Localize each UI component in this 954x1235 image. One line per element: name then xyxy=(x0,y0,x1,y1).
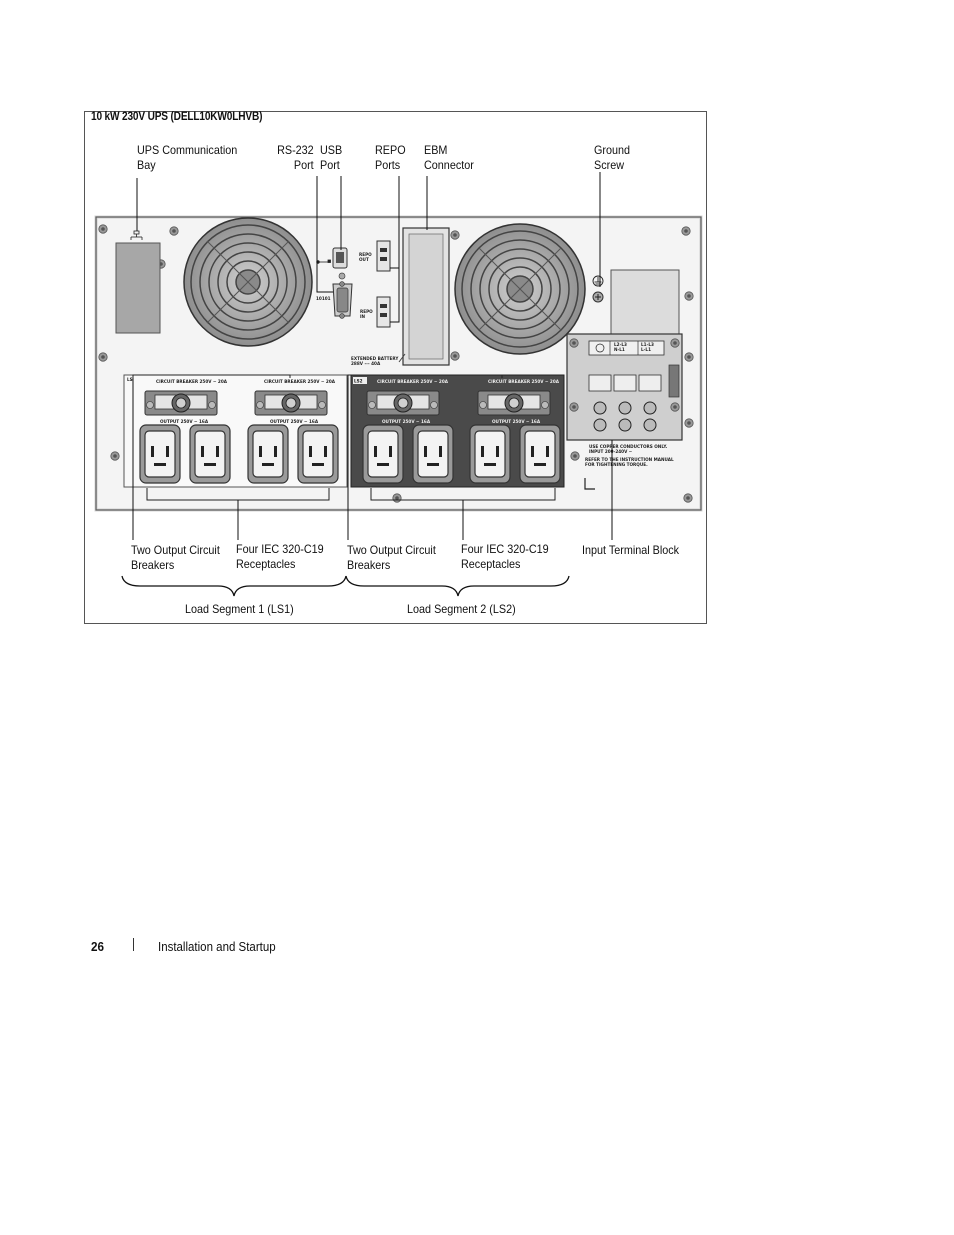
load-segment-2-label: Load Segment 2 (LS2) xyxy=(407,602,516,616)
ls2-breaker-b-label: CIRCUIT BREAKER 250V ~ 20A xyxy=(488,379,559,384)
copper-conductor-note: USE COPPER CONDUCTORS ONLY. INPUT 200-240V ~ xyxy=(589,444,668,454)
ls2-c19-receptacle xyxy=(470,425,510,483)
input-terminal-cover xyxy=(611,270,679,342)
callout-usb-port: USB Port xyxy=(320,143,343,172)
footer-separator xyxy=(133,938,134,951)
ls1-c19-receptacle xyxy=(190,425,230,483)
repo-in-panel-label: REPO IN xyxy=(360,309,373,319)
callout-input-terminal-block: Input Terminal Block xyxy=(582,543,680,557)
ls1-breaker-b-label: CIRCUIT BREAKER 250V ~ 20A xyxy=(264,379,335,384)
ls1-output-a-label: OUTPUT 250V ~ 16A xyxy=(160,419,209,424)
ls1-breaker-a-label: CIRCUIT BREAKER 250V ~ 20A xyxy=(156,379,227,384)
rs232-panel-label: 10101 xyxy=(316,296,331,301)
ls1-c19-receptacle xyxy=(140,425,180,483)
ls1-c19-receptacle xyxy=(248,425,288,483)
ls2-c19-receptacle xyxy=(363,425,403,483)
repo-out-port xyxy=(377,241,390,271)
ls2-tag: LS2 xyxy=(354,378,363,384)
ls2-brace xyxy=(346,576,569,596)
footer-section-title: Installation and Startup xyxy=(158,940,276,954)
callout-ebm-connector: EBM Connector xyxy=(424,143,474,172)
ls2-c19-receptacle xyxy=(520,425,560,483)
repo-out-panel-label: REPO OUT xyxy=(359,252,372,262)
callout-repo-ports: REPO Ports xyxy=(375,143,406,172)
terminal-label-right: L1-L3 L-L1 xyxy=(641,342,654,352)
ls2-output-b-label: OUTPUT 250V ~ 16A xyxy=(492,419,541,424)
chassis-screw xyxy=(99,225,107,233)
ebm-connector xyxy=(399,228,449,365)
ls1-tag: LS xyxy=(127,377,133,382)
extended-battery-label: EXTENDED BATTERY 288V --- 40A xyxy=(351,356,399,366)
load-segment-1-label: Load Segment 1 (LS1) xyxy=(185,602,294,616)
cooling-fan-left xyxy=(184,218,312,346)
ground-screw xyxy=(593,292,603,302)
ls1-c19-receptacle xyxy=(298,425,338,483)
callout-ground-screw: Ground Screw xyxy=(594,143,631,172)
figure-title: 10 kW 230V UPS (DELL10KW0LHVB) xyxy=(91,111,263,123)
callout-ls1-breakers: Two Output Circuit Breakers xyxy=(131,543,220,572)
page-number: 26 xyxy=(91,939,105,954)
terminal-label-left: L2-L3 N-L1 xyxy=(614,342,627,352)
ls1-output-b-label: OUTPUT 250V ~ 16A xyxy=(270,419,319,424)
repo-in-port xyxy=(377,297,390,327)
callout-communication-bay: UPS Communication Bay xyxy=(137,143,238,172)
ls2-circuit-breaker xyxy=(478,391,550,415)
communication-bay-slot xyxy=(116,243,160,333)
torque-note: REFER TO THE INSTRUCTION MANUAL FOR TIGHTENING TORQUE. xyxy=(585,457,674,467)
callout-rs232-port: RS-232 Port xyxy=(277,143,314,172)
ls2-c19-receptacle xyxy=(413,425,453,483)
usb-port xyxy=(333,248,347,268)
callout-ls2-receptacles: Four IEC 320-C19 Receptacles xyxy=(461,542,549,571)
callout-ls1-receptacles: Four IEC 320-C19 Receptacles xyxy=(236,542,324,571)
ls1-circuit-breaker xyxy=(255,391,327,415)
ls1-circuit-breaker xyxy=(145,391,217,415)
ls2-circuit-breaker xyxy=(367,391,439,415)
callout-ls2-breakers: Two Output Circuit Breakers xyxy=(347,543,436,572)
cooling-fan-right xyxy=(455,224,585,354)
ls2-output-a-label: OUTPUT 250V ~ 16A xyxy=(382,419,431,424)
ls1-brace xyxy=(122,576,346,596)
ls2-breaker-a-label: CIRCUIT BREAKER 250V ~ 20A xyxy=(377,379,448,384)
rs232-port xyxy=(333,282,352,319)
